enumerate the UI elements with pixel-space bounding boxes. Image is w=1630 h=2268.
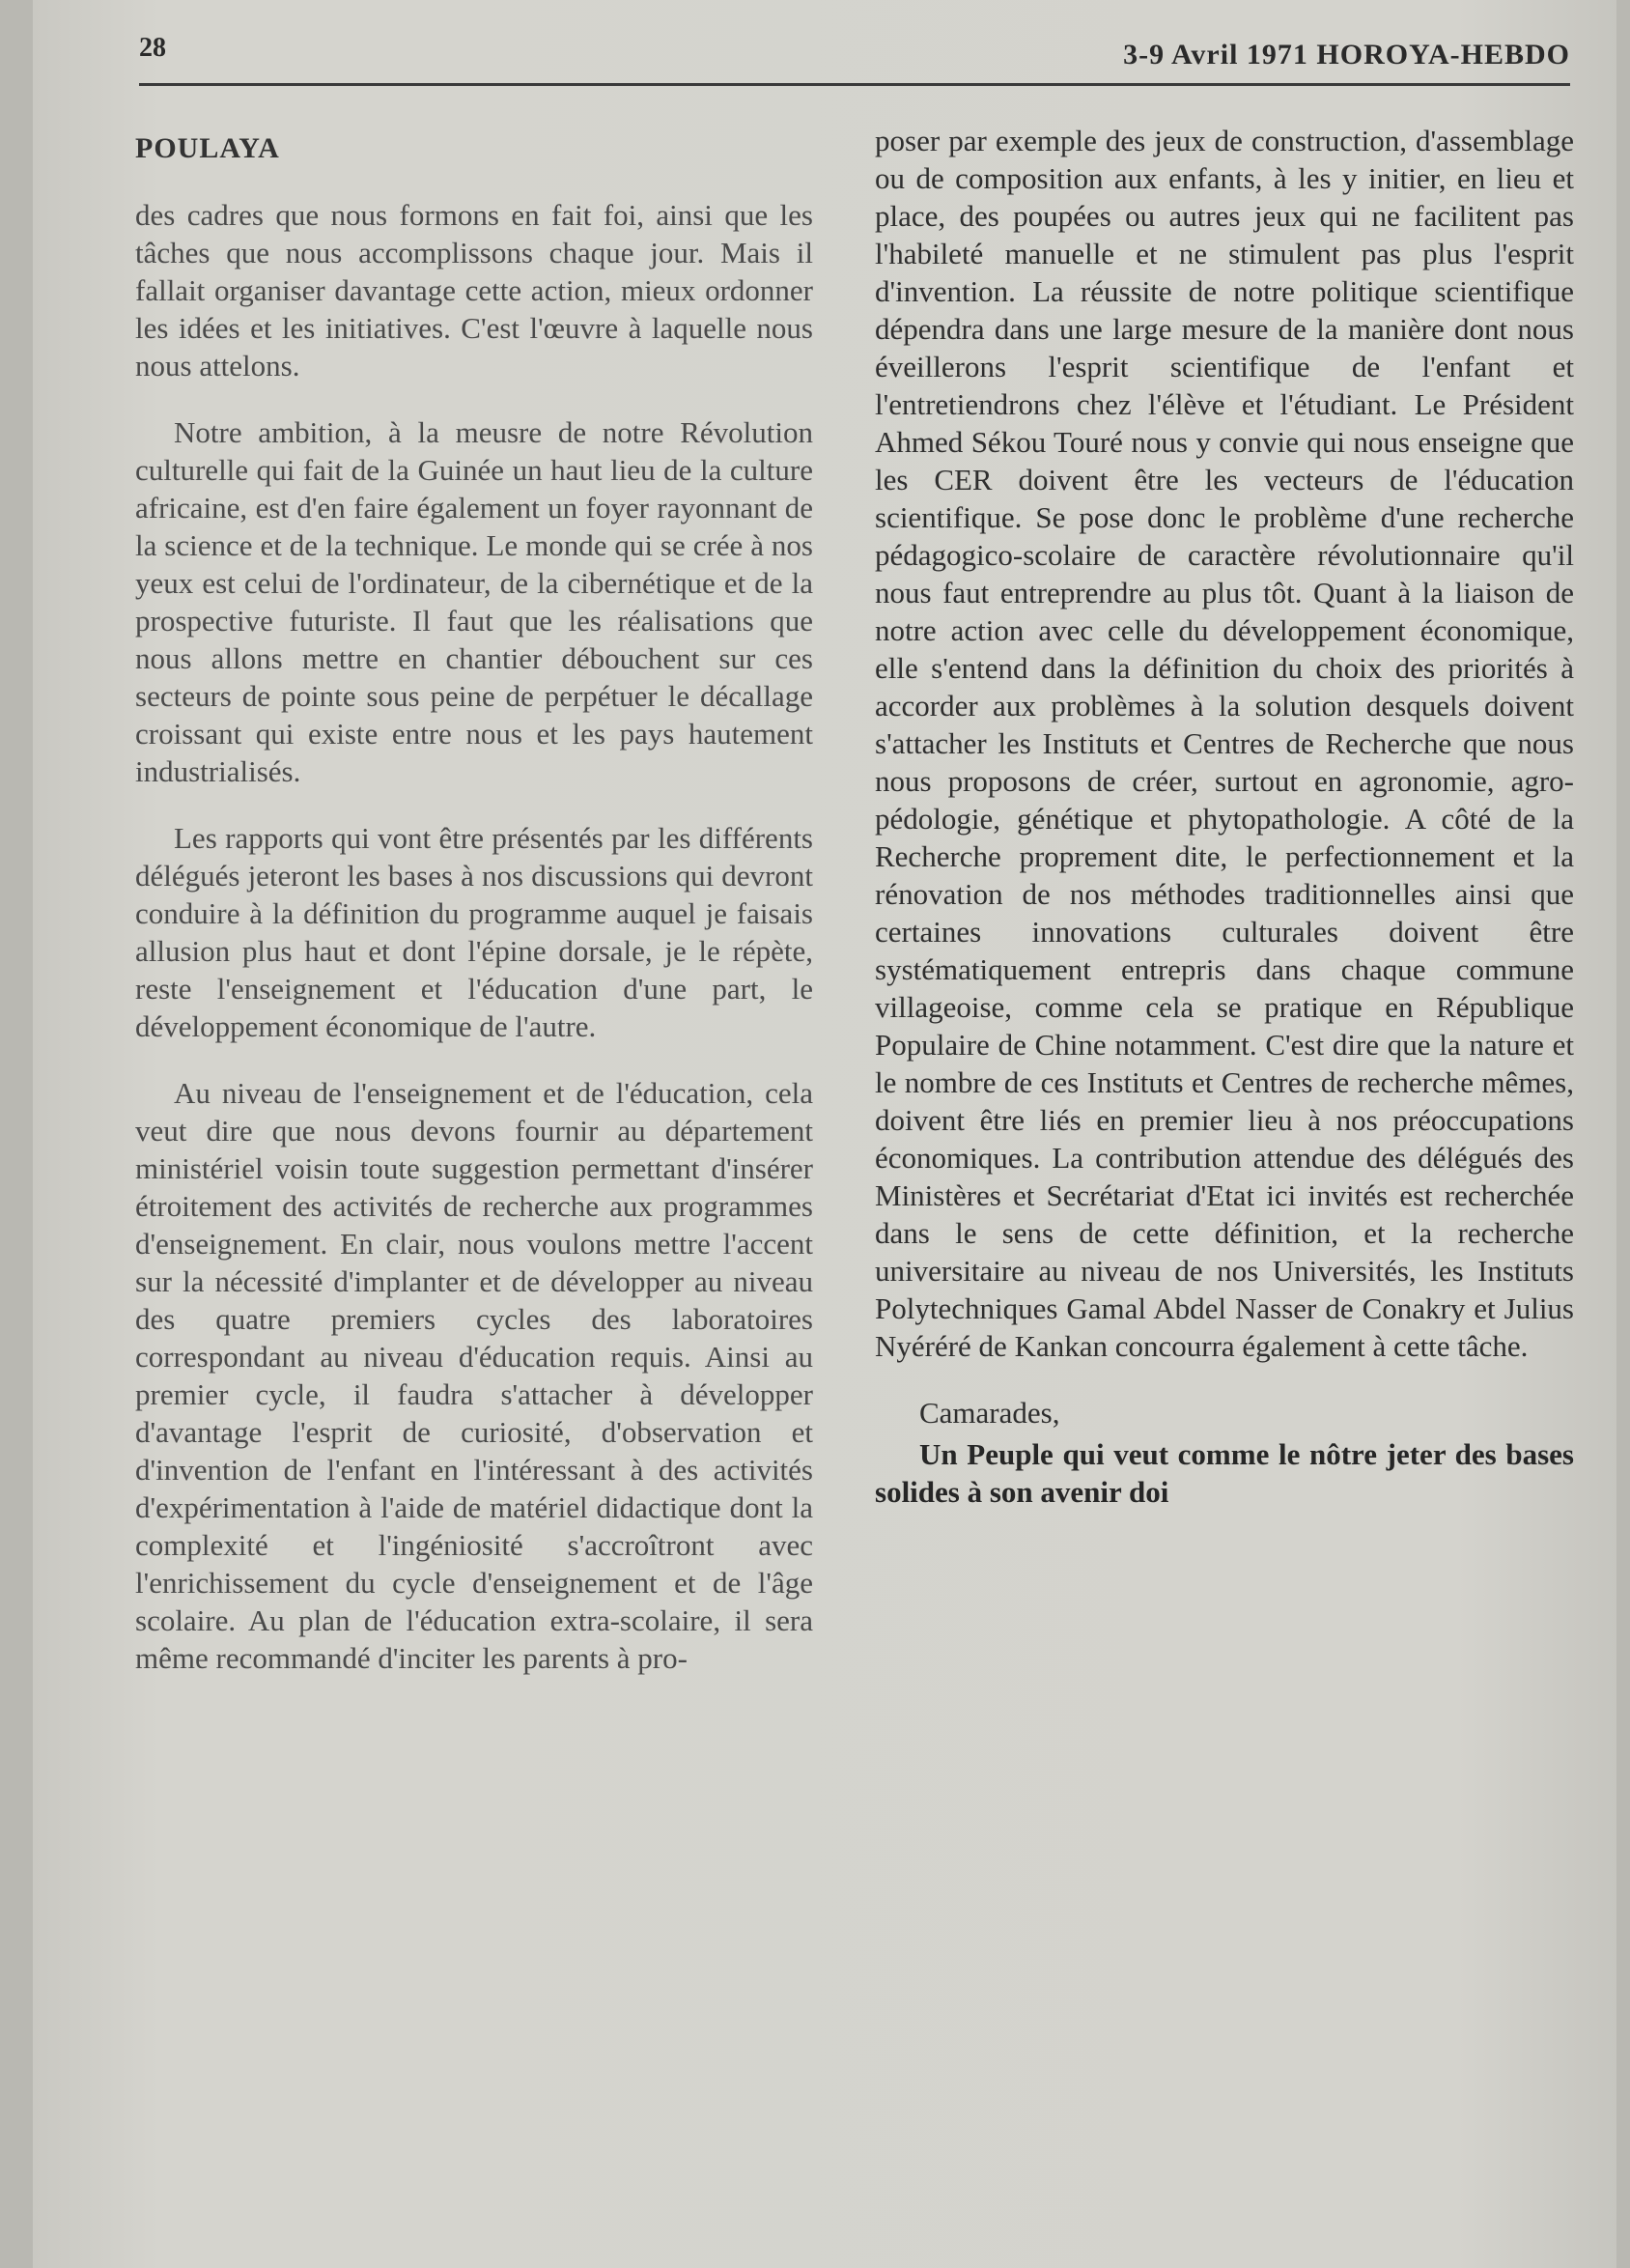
- article-paragraph: des cadres que nous formons en fait foi, ainsi que les tâches que nous accomplissons chaque jour. Mais il fallait organiser davantage cette action, mieux ordonner les idées et les initiatives. C'est l'œuvre à laquelle nous nous attelons.: [135, 198, 813, 383]
- newspaper-page: [33, 0, 1616, 2268]
- article-column-left: [135, 122, 813, 1706]
- article-paragraph: Notre ambition, à la meusre de notre Révolution culturelle qui fait de la Guinée un haut lieu de la culture africaine, est d'en faire également un foyer rayonnant de la science et de la technique. Le monde qui se crée à nos yeux est celui de l'ordinateur, de la cibernétique et de la prospective futuriste. Il faut que les réalisations que nous allons mettre en chantier débouchent sur ces secteurs de pointe sous peine de perpétuer le décallage croissant qui existe entre nous et les pays hautement industrialisés.: [135, 415, 813, 788]
- page-number: 28: [139, 33, 166, 63]
- article-column-right: [875, 122, 1574, 1540]
- article-paragraph: poser par exemple des jeux de construction, d'assemblage ou de composition aux enfants, à les y initier, en lieu et place, des poupées ou autres jeux qui ne facilitent pas l'habileté manuelle et ne stimulent pas plus l'esprit d'invention. La réussite de notre politique scientifique dépendra dans une large mesure de la manière dont nous éveillerons l'esprit scientifique de l'enfant et l'entretiendrons chez l'élève et l'étudiant. Le Président Ahmed Sékou Touré nous y convie qui nous enseigne que les CER doivent être les vecteurs de l'éducation scientifique. Se pose donc le problème d'une recherche pédagogico-scolaire de caractère révolutionnaire qu'il nous faut entreprendre au plus tôt. Quant à la liaison de notre action avec celle du développement économique, elle s'entend dans la définition du choix des priorités à accorder aux problèmes à la solution desquels doivent s'attacher les Instituts et Centres de Recherche que nous nous proposons de créer, surtout en agronomie, agro-pédologie, génétique et phytopathologie. A côté de la Recherche proprement dite, le perfectionnement et la rénovation de nos méthodes traditionnelles ainsi que certaines innovations culturales doivent être systématiquement entrepris dans chaque commune villageoise, comme cela se pratique en République Populaire de Chine notamment. C'est dire que la nature et le nombre de ces Instituts et Centres de recherche mêmes, doivent être liés en premier lieu à nos préoccupations économiques. La contribution attendue des délégués des Ministères et Secrétariat d'Etat ici invités est recherchée dans le sens de cette définition, et la recherche universitaire au niveau de nos Universités, les Instituts Polytechniques Gamal Abdel Nasser de Conakry et Julius Nyéréré de Kankan concourra également à cette tâche.: [875, 124, 1574, 1363]
- section-heading: POULAYA: [135, 132, 280, 164]
- salutation: Camarades,: [919, 1396, 1060, 1430]
- article-paragraph: Au niveau de l'enseignement et de l'éducation, cela veut dire que nous devons fournir au département ministériel voisin toute suggestion permettant d'insérer étroitement des activités de recherche aux programmes d'enseignement. En clair, nous voulons mettre l'accent sur la nécessité d'implanter et de développer au niveau des quatre premiers cycles des laboratoires correspondant au niveau d'éducation requis. Ainsi au premier cycle, il faudra s'attacher à développer d'avantage l'esprit de curiosité, d'observation et d'invention de l'enfant en l'intéressant à des activités d'expérimentation à l'aide de matériel didactique dont la complexité et l'ingéniosité s'accroîtront avec l'enrichissement du cycle d'enseignement et de l'âge scolaire. Au plan de l'éducation extra-scolaire, il sera même recommandé d'inciter les parents à pro-: [135, 1076, 813, 1675]
- issue-date-and-title: 3-9 Avril 1971 HOROYA-HEBDO: [1123, 39, 1570, 71]
- article-paragraph: Les rapports qui vont être présentés par les différents délégués jeteront les bases à nos discussions qui devront conduire à la définition du programme auquel je faisais allusion plus haut et dont l'épine dorsale, je le répète, reste l'enseignement et l'éducation d'une part, le développement économique de l'autre.: [135, 821, 813, 1043]
- closing-line: Un Peuple qui veut comme le nôtre jeter des bases solides à son avenir doi: [875, 1437, 1574, 1509]
- page-header: [139, 29, 1570, 86]
